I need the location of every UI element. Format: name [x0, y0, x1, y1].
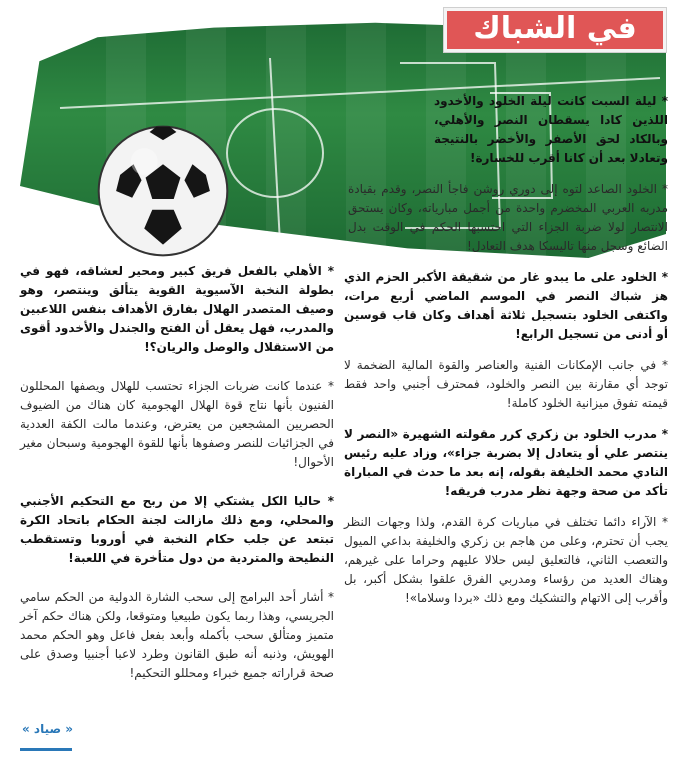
paragraph-r2: * الخلود الصاعد لتوه إلى دوري روشن فاجأ النصر، وقدم بقيادة مدربه العربي المخضرم واحدة من أجمل مبارياته، وكان يستحق الانتصار لولا ضربة الجزاء التي احتسبها الحكم في الوقت بدل الضائع وسجل منها تاليسكا هدف التعادل! [348, 182, 668, 253]
paragraph-l4: * أشار أحد البرامج إلى سحب الشارة الدولية من الحكم سامي الجريسي، وهذا ربما يكون طبيعيا ومتوقعا، ولكن هناك حكم آخر متميز ومتألق سحب بأكمله وأبعد بفعل فاعل وهو الحكم محمد الهويش، وذنبه أنه طبق القانون وطرد لاعبا أجنبيا وصدق على صحة قراراته جميع خبراء ومحللو التحكيم! [20, 590, 334, 680]
paragraph-r6: * الآراء دائما تختلف في مباريات كرة القدم، ولذا وجهات النظر يجب أن تحترم، وعلى من هاجم بن زكري والخليفة بداعي الميول والتعصب الثاني، فالتعليق ليس حلالا عليهم وحراما على غيرهم، وهناك العديد من رؤساء ومدربي الفرق علقوا بشكل أكبر، بل وأقرب إلى الاتهام والتشكيك ومع ذلك «بردا وسلاما»! [344, 515, 668, 605]
divider [20, 748, 72, 751]
left-column [20, 262, 334, 695]
section-title: في الشباك [444, 8, 666, 52]
paragraph-l2: * عندما كانت ضربات الجزاء تحتسب للهلال ويصفها المحللون الفنيون بأنها نتاج قوة الهلال الهجومية كان هناك من الضيوف الحصريين المشجعين من يعترض، وعندما مالت الكفة العددية في الجزائيات للنصر وصفوها بأنها للقوة الهجومية وسبحان مغير الأحوال! [20, 379, 334, 469]
paragraph-l3: * حاليا الكل يشتكي إلا من ربح مع التحكيم الأجنبي والمحلي، ومع ذلك مازالت لجنة الحكام باتحاد الكرة تبتعد عن جلب حكام النخبة في أوروبا وتستقطب النطيحة والمتردية من دول متأخرة في اللعبة! [20, 494, 334, 565]
paragraph-r4: * في جانب الإمكانات الفنية والعناصر والقوة المالية الضخمة لا توجد أي مقارنة بين النصر والخلود، فمحترف أجنبي واحد فقط قيمته تفوق ميزانية الخلود كاملة! [344, 358, 668, 410]
right-column [344, 92, 668, 620]
source-credit: « صياد » [22, 722, 74, 736]
paragraph-r3: * الخلود على ما يبدو غار من شقيقة الأكبر الحزم الذي هز شباك النصر في الموسم الماضي أربع مرات، واكتفى الخلود بتسجيل ثلاثة أهداف وكان قاب قوسين أو أدنى من تسجيل الرابع! [344, 270, 668, 341]
paragraph-r1: * ليلة السبت كانت ليلة الخلود والأخدود اللذين كادا يسقطان النصر والأهلي، وبالكاد لحق الأصفر والأخضر بالنتيجة وتعادلا بعد أن كانا أقرب للخسارة! [434, 94, 668, 165]
paragraph-r5: * مدرب الخلود بن زكري كرر مقولته الشهيرة «النصر لا ينتصر علي أو يتعادل إلا بضربة جزاء»، وزاد عليه رئيس النادي محمد الخليفة بقوله، إنه بعد ما حدث في المباراة تأكد من صحة وجهة نظر مدرب فريقه! [344, 427, 668, 498]
paragraph-l1: * الأهلي بالفعل فريق كبير ومحير لعشاقه، فهو في بطولة النخبة الآسيوية القوية يتألق وينتصر، وهو وصيف المتصدر الهلال بفارق الأهداف بنفس اللاعبين والمدرب، فهل يعقل أن الفتح والجندل والأخدود أقوى من الاستقلال والوصل والريان؟! [20, 264, 334, 354]
soccer-ball-icon [96, 124, 230, 258]
